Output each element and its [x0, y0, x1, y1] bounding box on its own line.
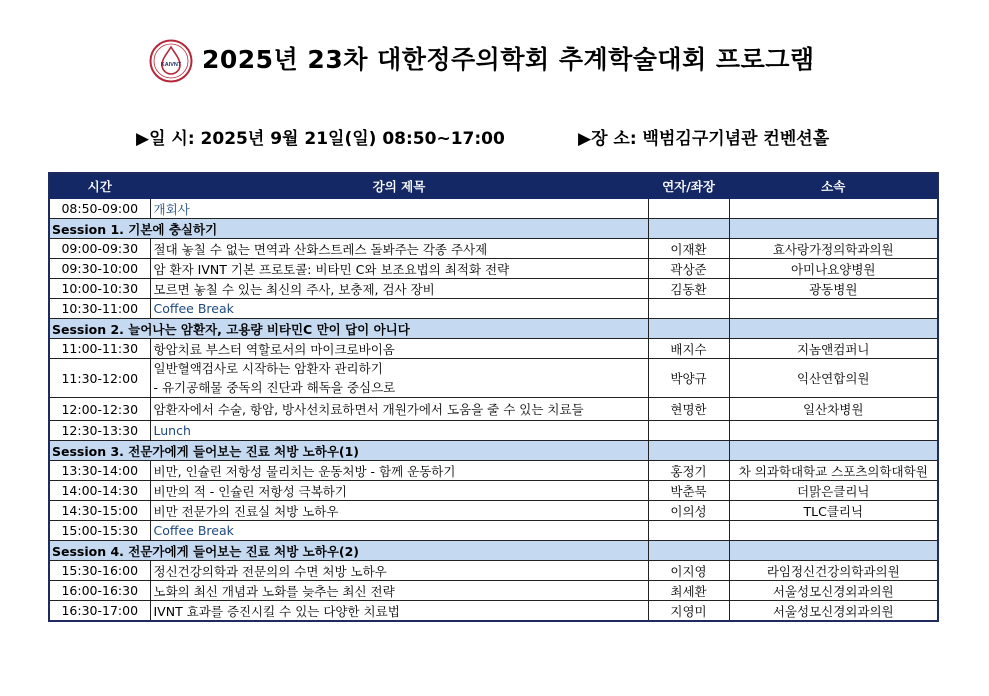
time-cell: 14:30-15:00	[49, 501, 150, 521]
event-date: ▶일 시: 2025년 9월 21일(일) 08:50~17:00	[136, 129, 505, 149]
speaker-cell: 김동환	[648, 279, 729, 299]
session-row	[49, 319, 938, 339]
speaker-cell: 이지영	[648, 561, 729, 581]
topic-cell: 비만의 적 - 인슐린 저항성 극복하기	[150, 481, 648, 501]
time-cell: 10:00-10:30	[49, 279, 150, 299]
topic-cell: 비만 전문가의 진료실 처방 노하우	[150, 501, 648, 521]
topic-cell: 노화의 최신 개념과 노화를 늦추는 최신 전략	[150, 581, 648, 601]
speaker-cell: 지영미	[648, 601, 729, 622]
topic-line: 일반혈액검사로 시작하는 암환자 관리하기	[153, 361, 383, 376]
program-table	[48, 172, 939, 622]
speaker-cell: 곽상준	[648, 259, 729, 279]
time-cell: 08:50-09:00	[49, 199, 150, 219]
topic-cell: 모르면 놓칠 수 있는 최신의 주사, 보충제, 검사 장비	[150, 279, 648, 299]
session-speaker-cell	[648, 541, 729, 561]
session-row	[49, 219, 938, 239]
speaker-cell: 이의성	[648, 501, 729, 521]
time-cell: 15:30-16:00	[49, 561, 150, 581]
time-cell: 09:00-09:30	[49, 239, 150, 259]
header-topic: 강의 제목	[150, 173, 648, 199]
topic-cell: Coffee Break	[150, 521, 648, 541]
session-title: Session 4. 전문가에게 들어보는 진료 처방 노하우(2)	[49, 541, 648, 561]
speaker-cell: 홍정기	[648, 461, 729, 481]
affiliation-cell: 아미나요양병원	[729, 259, 938, 279]
table-row	[49, 279, 938, 299]
affiliation-cell: 서울성모신경외과의원	[729, 581, 938, 601]
session-affiliation-cell	[729, 441, 938, 461]
event-place: ▶장 소: 백범김구기념관 컨벤션홀	[578, 129, 830, 149]
speaker-cell: 박양규	[648, 359, 729, 398]
topic-cell: Coffee Break	[150, 299, 648, 319]
time-cell: 12:00-12:30	[49, 398, 150, 421]
session-title: Session 1. 기본에 충실하기	[49, 219, 648, 239]
table-row	[49, 199, 938, 219]
table-row	[49, 481, 938, 501]
affiliation-cell	[729, 299, 938, 319]
page-header	[0, 34, 989, 90]
table-row	[49, 359, 938, 398]
affiliation-cell	[729, 199, 938, 219]
affiliation-cell: 라임정신건강의학과의원	[729, 561, 938, 581]
affiliation-cell	[729, 421, 938, 441]
session-speaker-cell	[648, 219, 729, 239]
speaker-cell	[648, 421, 729, 441]
affiliation-cell: 차 의과학대학교 스포츠의학대학원	[729, 461, 938, 481]
table-row	[49, 398, 938, 421]
table-row	[49, 521, 938, 541]
speaker-cell	[648, 521, 729, 541]
table-row	[49, 501, 938, 521]
page-title: 2025년 23차 대한정주의학회 추계학술대회 프로그램	[202, 45, 815, 74]
speaker-cell: 현명한	[648, 398, 729, 421]
time-cell: 16:00-16:30	[49, 581, 150, 601]
session-affiliation-cell	[729, 319, 938, 339]
logo-text: KAIVNT	[160, 62, 182, 68]
affiliation-cell: TLC클리닉	[729, 501, 938, 521]
session-title: Session 3. 전문가에게 들어보는 진료 처방 노하우(1)	[49, 441, 648, 461]
affiliation-cell: 서울성모신경외과의원	[729, 601, 938, 622]
affiliation-cell: 일산차병원	[729, 398, 938, 421]
session-row	[49, 541, 938, 561]
table-row	[49, 259, 938, 279]
session-title: Session 2. 늘어나는 암환자, 고용량 비타민C 만이 답이 아니다	[49, 319, 648, 339]
header-time: 시간	[49, 173, 150, 199]
time-cell: 12:30-13:30	[49, 421, 150, 441]
header-speaker: 연자/좌장	[648, 173, 729, 199]
speaker-cell	[648, 199, 729, 219]
table-row	[49, 561, 938, 581]
topic-cell: IVNT 효과를 증진시킬 수 있는 다양한 치료법	[150, 601, 648, 622]
session-speaker-cell	[648, 441, 729, 461]
session-row	[49, 441, 938, 461]
table-row	[49, 239, 938, 259]
time-cell: 09:30-10:00	[49, 259, 150, 279]
table-row	[49, 461, 938, 481]
time-cell: 13:30-14:00	[49, 461, 150, 481]
topic-cell	[150, 359, 648, 398]
topic-cell: 암환자에서 수술, 항암, 방사선치료하면서 개원가에서 도움을 줄 수 있는 치료들	[150, 398, 648, 421]
speaker-cell: 이재환	[648, 239, 729, 259]
session-speaker-cell	[648, 319, 729, 339]
time-cell: 15:00-15:30	[49, 521, 150, 541]
speaker-cell: 배지수	[648, 339, 729, 359]
time-cell: 11:30-12:00	[49, 359, 150, 398]
topic-subline: - 유기공해물 중독의 진단과 해독을 중심으로	[153, 380, 396, 395]
affiliation-cell	[729, 521, 938, 541]
topic-cell: 정신건강의학과 전문의의 수면 처방 노하우	[150, 561, 648, 581]
topic-cell: 암 환자 IVNT 기본 프로토콜: 비타민 C와 보조요법의 최적화 전략	[150, 259, 648, 279]
speaker-cell	[648, 299, 729, 319]
time-cell: 16:30-17:00	[49, 601, 150, 622]
topic-cell: 개회사	[150, 199, 648, 219]
session-affiliation-cell	[729, 219, 938, 239]
table-row	[49, 299, 938, 319]
affiliation-cell: 더맑은클리닉	[729, 481, 938, 501]
table-row	[49, 601, 938, 622]
affiliation-cell: 광동병원	[729, 279, 938, 299]
topic-cell: 항암치료 부스터 역할로서의 마이크로바이옴	[150, 339, 648, 359]
speaker-cell: 박춘묵	[648, 481, 729, 501]
header-affiliation: 소속	[729, 173, 938, 199]
program-body	[49, 199, 938, 622]
society-logo-icon	[149, 39, 193, 83]
time-cell: 11:00-11:30	[49, 339, 150, 359]
time-cell: 14:00-14:30	[49, 481, 150, 501]
session-affiliation-cell	[729, 541, 938, 561]
table-row	[49, 581, 938, 601]
affiliation-cell: 익산연합의원	[729, 359, 938, 398]
table-header-row	[49, 173, 938, 199]
topic-cell: Lunch	[150, 421, 648, 441]
topic-cell: 절대 놓칠 수 없는 면역과 산화스트레스 돌봐주는 각종 주사제	[150, 239, 648, 259]
table-row	[49, 339, 938, 359]
time-cell: 10:30-11:00	[49, 299, 150, 319]
speaker-cell: 최세환	[648, 581, 729, 601]
table-row	[49, 421, 938, 441]
affiliation-cell: 효사랑가정의학과의원	[729, 239, 938, 259]
topic-cell: 비만, 인슐린 저항성 물리치는 운동처방 - 함께 운동하기	[150, 461, 648, 481]
affiliation-cell: 지놈앤컴퍼니	[729, 339, 938, 359]
